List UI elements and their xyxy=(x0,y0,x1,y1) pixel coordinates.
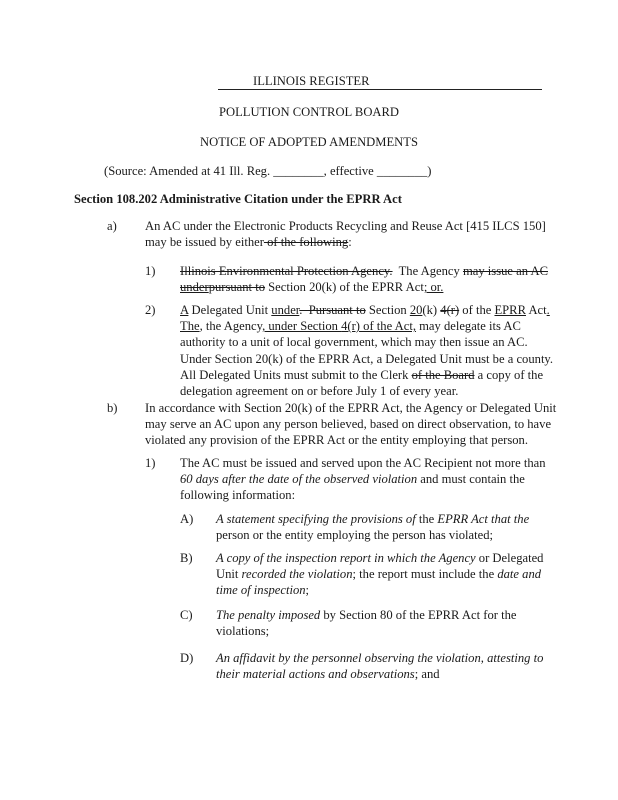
subitem-A-text xyxy=(216,511,566,543)
text-line: Under Section 20(k) of the EPRR Act, a Delegated Unit must be a county. xyxy=(180,351,554,366)
subitem-B-label: B) xyxy=(180,551,193,565)
text-line: A Delegated Unit under. Pursuant to Section 20(k) 4(r) of the EPRR Act. xyxy=(180,303,550,317)
subitem-C-label: C) xyxy=(180,608,193,622)
text-line: person or the entity employing the person has violated; xyxy=(216,528,494,543)
text-line: An AC under the Electronic Products Recycling and Reuse Act [415 ILCS 150] xyxy=(145,219,546,233)
text-line: All Delegated Units must submit to the Clerk of the Board a copy of the xyxy=(180,367,544,382)
subitem-C-text xyxy=(216,607,566,639)
subitem-D-text xyxy=(216,650,566,682)
text-line: A statement specifying the provisions of the EPRR Act that the xyxy=(216,512,530,526)
source-line: (Source: Amended at 41 Ill. Reg. ________, effective ________) xyxy=(104,164,432,178)
text-line: The AC must be issued and served upon the AC Recipient not more than xyxy=(180,456,546,470)
text-line: delegation agreement on or before July 1 of every year. xyxy=(180,384,459,399)
text-line: 60 days after the date of the observed violation and must contain the xyxy=(180,472,525,487)
section-heading: Section 108.202 Administrative Citation under the EPRR Act xyxy=(74,192,402,206)
text-line: may be issued by either of the following: xyxy=(145,235,352,250)
item-a1-label: 1) xyxy=(145,264,156,278)
text-line: An affidavit by the personnel observing the violation, attesting to xyxy=(216,651,544,665)
subitem-D-label: D) xyxy=(180,651,194,665)
item-a2-text xyxy=(180,302,570,399)
item-a2-label: 2) xyxy=(145,303,156,317)
text-line: authority to a unit of local government, which may then issue an AC. xyxy=(180,335,528,350)
text-line: In accordance with Section 20(k) of the EPRR Act, the Agency or Delegated Unit xyxy=(145,401,557,415)
notice-title: NOTICE OF ADOPTED AMENDMENTS xyxy=(200,135,418,149)
subsection-a-text xyxy=(145,218,565,250)
item-b1-text xyxy=(180,455,570,504)
board-title: POLLUTION CONTROL BOARD xyxy=(218,105,400,119)
subsection-b-text xyxy=(145,400,570,449)
subitem-A-label: A) xyxy=(180,512,194,526)
subsection-b-label: b) xyxy=(107,401,118,415)
text-line: violated any provision of the EPRR Act or the entity employing that person. xyxy=(145,433,529,448)
text-line: underpursuant to Section 20(k) of the EPRR Act; or. xyxy=(180,280,444,295)
subsection-a-label: a) xyxy=(107,219,117,233)
item-a1-text xyxy=(180,263,560,295)
text-line: The, the Agency, under Section 4(r) of the Act, may delegate its AC xyxy=(180,319,521,334)
text-line: following information: xyxy=(180,488,296,503)
text-line: their material actions and observations; and xyxy=(216,667,440,682)
text-line: violations; xyxy=(216,624,270,639)
header-rule xyxy=(218,89,542,90)
text-line: The penalty imposed by Section 80 of the EPRR Act for the xyxy=(216,608,517,622)
item-b1-label: 1) xyxy=(145,456,156,470)
text-line: time of inspection; xyxy=(216,583,310,598)
subitem-B-text xyxy=(216,550,566,599)
text-line: Unit recorded the violation; the report must include the date and xyxy=(216,567,542,582)
text-line: A copy of the inspection report in which the Agency or Delegated xyxy=(216,551,544,565)
text-line: may serve an AC upon any person believed, based on direct observation, to have xyxy=(145,417,552,432)
register-title: ILLINOIS REGISTER xyxy=(253,74,370,88)
text-line: Illinois Environmental Protection Agency. The Agency may issue an AC xyxy=(180,264,548,278)
